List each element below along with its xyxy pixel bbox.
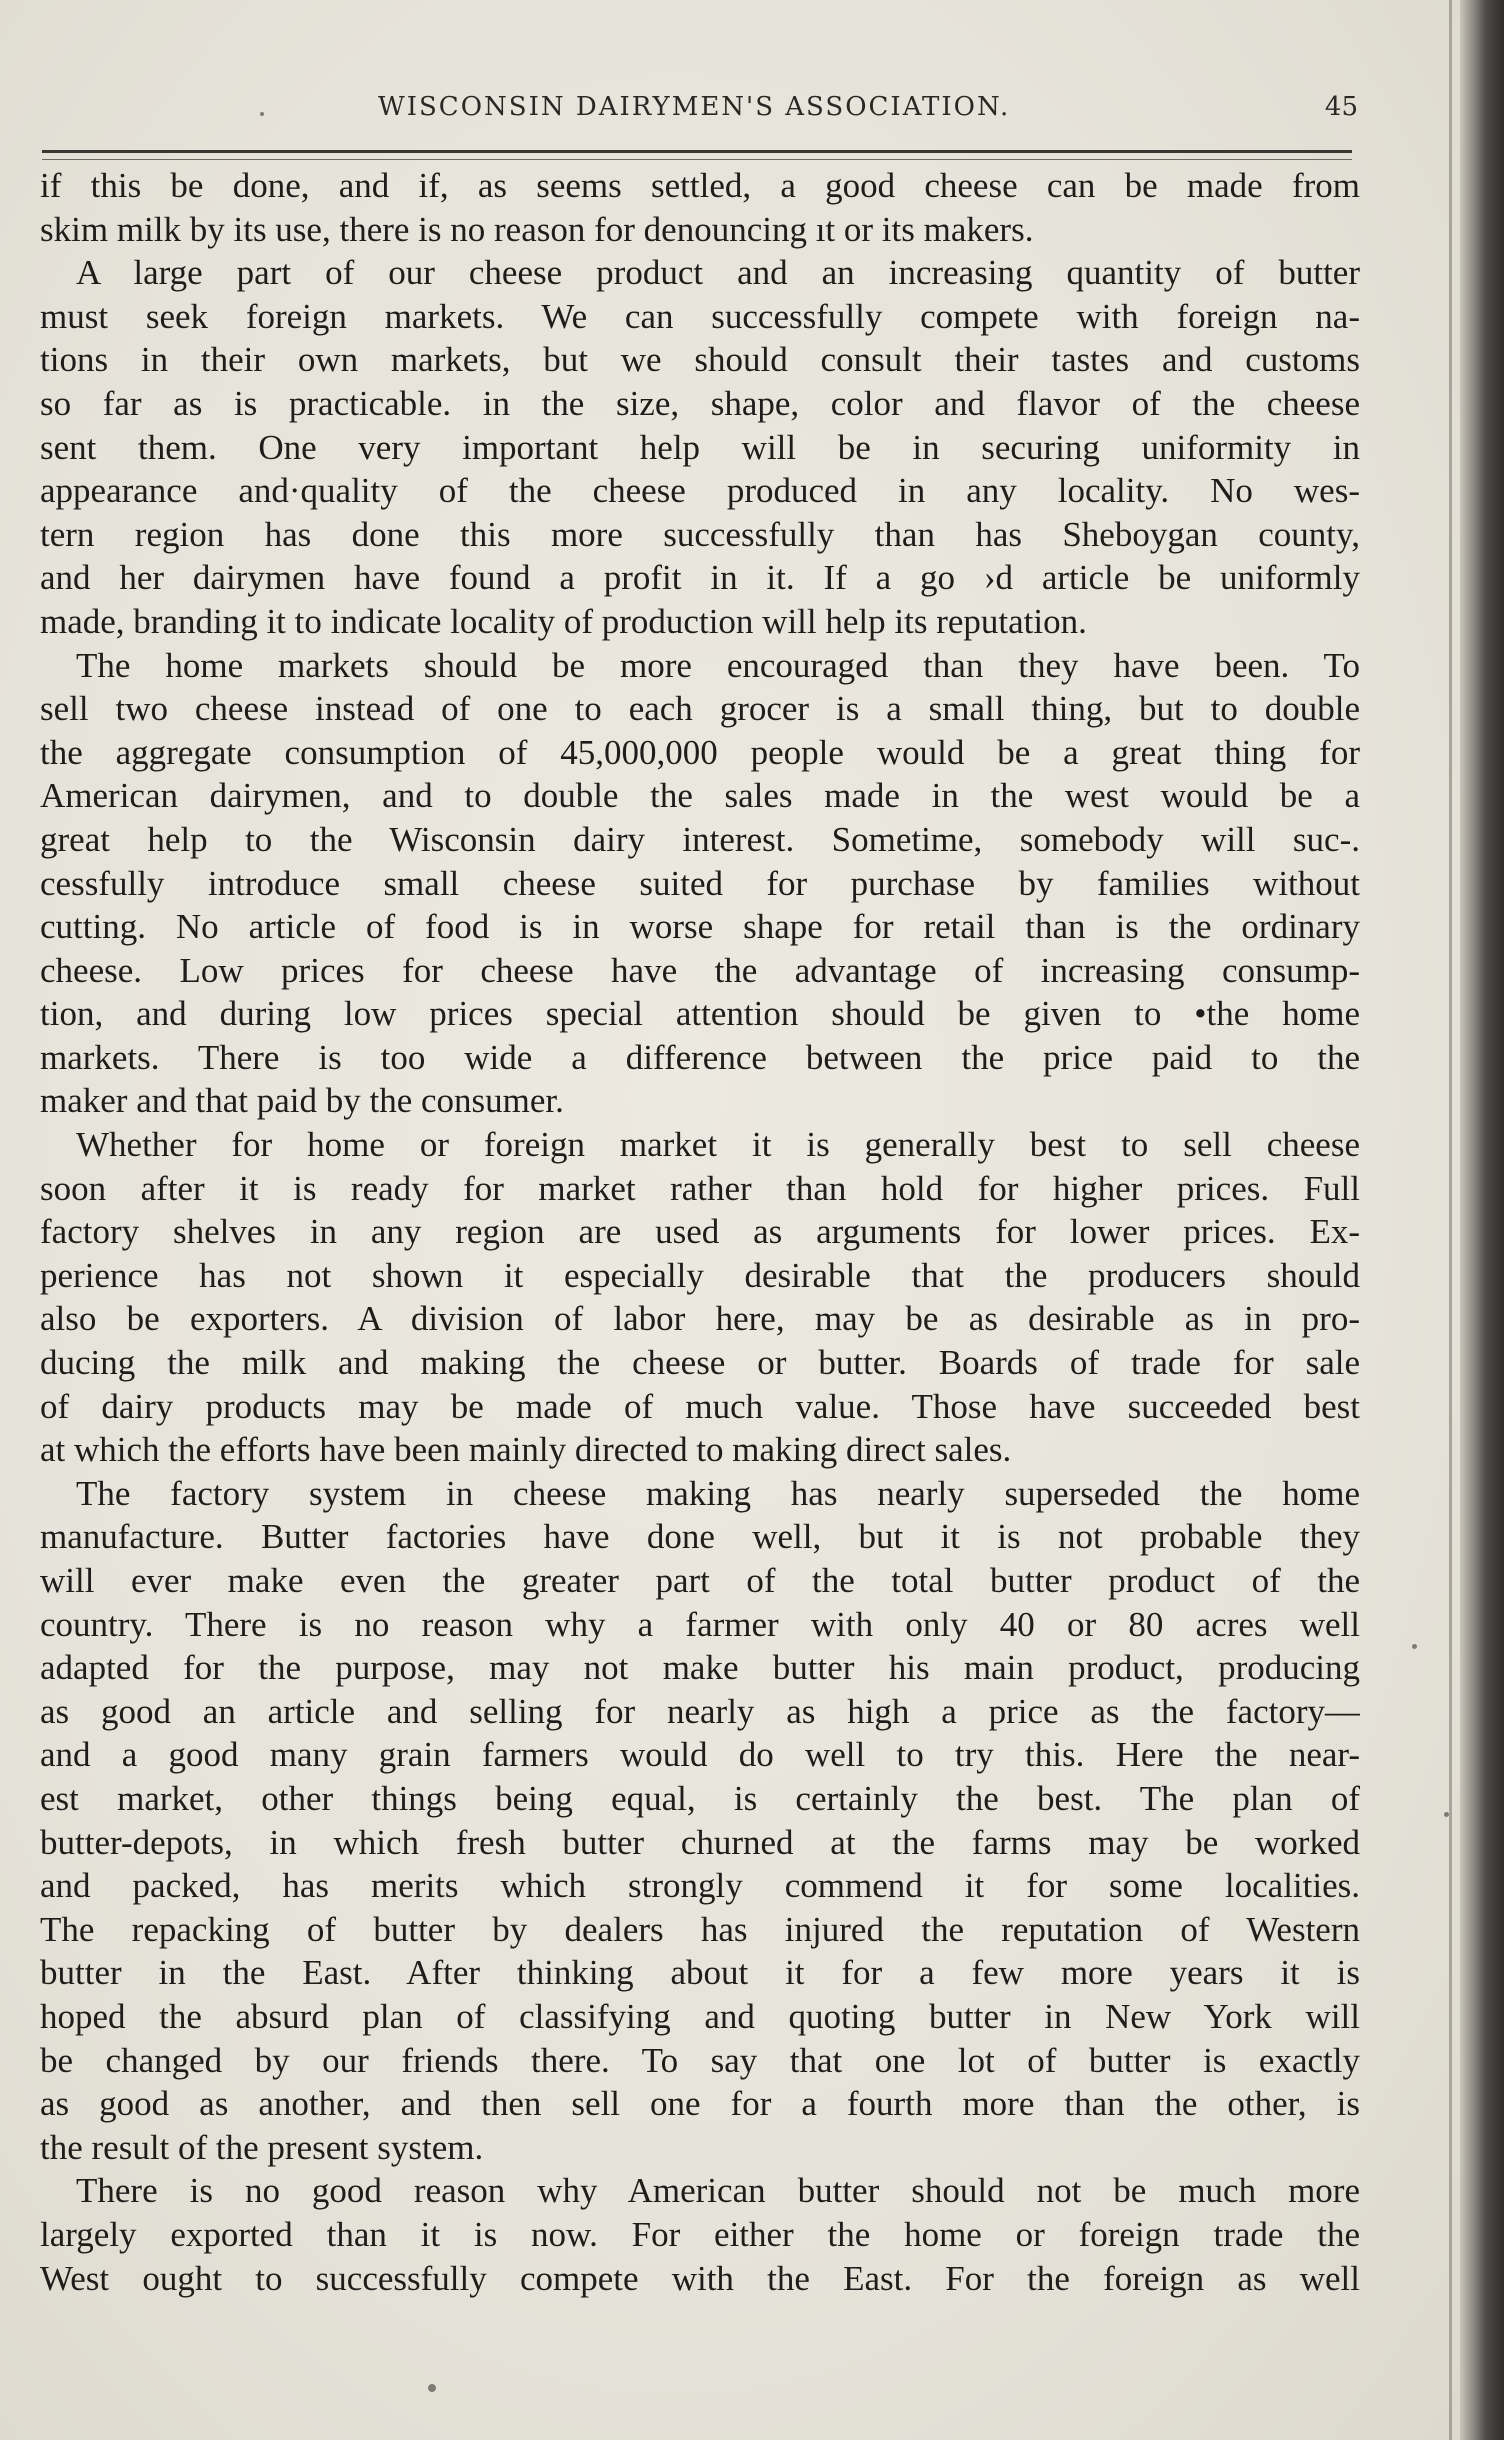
text-line: and packed, has merits which strongly commend it for some localities. <box>40 1866 1360 1906</box>
text-line: of dairy products may be made of much value. Those have succeeded best <box>40 1386 1360 1426</box>
text-line: Whether for home or foreign market it is generally best to sell cheese <box>76 1125 1360 1165</box>
text-line: and her dairymen have found a profit in it. If a go ›d article be uniformly <box>40 558 1360 598</box>
text-line: skim milk by its use, there is no reason for denouncing ıt or its makers. <box>40 209 1034 249</box>
text-line: manufacture. Butter factories have done well, but it is not probable they <box>40 1517 1360 1557</box>
text-line: adapted for the purpose, may not make butter his main product, producing <box>40 1648 1360 1688</box>
text-line: West ought to successfully compete with the East. For the foreign as well <box>40 2258 1360 2298</box>
text-line: perience has not shown it especially desirable that the producers should <box>40 1255 1360 1295</box>
text-line: hoped the absurd plan of classifying and quoting butter in New York will <box>40 1996 1360 2036</box>
speck <box>428 2384 436 2392</box>
text-line: The home markets should be more encouraged than they have been. To <box>76 645 1360 685</box>
text-line: The factory system in cheese making has nearly superseded the home <box>76 1473 1360 1513</box>
text-line: factory shelves in any region are used as arguments for lower prices. Ex- <box>40 1212 1360 1252</box>
text-line: cutting. No article of food is in worse shape for retail than is the ordinary <box>40 907 1360 947</box>
binding-edge <box>1460 0 1504 2440</box>
text-line: ducing the milk and making the cheese or butter. Boards of trade for sale <box>40 1343 1360 1383</box>
text-line: The repacking of butter by dealers has injured the reputation of Western <box>40 1909 1360 1949</box>
text-line: country. There is no reason why a farmer with only 40 or 80 acres well <box>40 1604 1360 1644</box>
speck <box>1444 1812 1449 1817</box>
text-line: made, branding it to indicate locality of production will help its reputation. <box>40 601 1087 641</box>
text-line: American dairymen, and to double the sales made in the west would be a <box>40 776 1360 816</box>
text-line: There is no good reason why American butter should not be much more <box>76 2171 1360 2211</box>
text-line: so far as is practicable. in the size, shape, color and flavor of the cheese <box>40 383 1360 423</box>
body-text <box>40 164 1360 2300</box>
text-line: must seek foreign markets. We can successfully compete with foreign na- <box>40 296 1360 336</box>
speck <box>260 112 264 116</box>
speck <box>1412 1644 1417 1649</box>
text-line: at which the efforts have been mainly directed to making direct sales. <box>40 1430 1012 1470</box>
text-line: sent them. One very important help will be in securing uniformity in <box>40 427 1360 467</box>
header-rule-thin <box>42 159 1352 160</box>
text-line: appearance and·quality of the cheese produced in any locality. No wes- <box>40 471 1360 511</box>
text-line: cessfully introduce small cheese suited for purchase by families without <box>40 863 1360 903</box>
text-line: A large part of our cheese product and an increasing quantity of butter <box>76 253 1360 293</box>
text-line: will ever make even the greater part of the total butter product of the <box>40 1561 1360 1600</box>
text-line: sell two cheese instead of one to each grocer is a small thing, but to double <box>40 689 1360 729</box>
text-line: cheese. Low prices for cheese have the advantage of increasing consump- <box>40 950 1360 990</box>
text-line: tern region has done this more successfully than has Sheboygan county, <box>40 514 1360 554</box>
text-line: if this be done, and if, as seems settled, a good cheese can be made from <box>40 166 1360 205</box>
text-line: and a good many grain farmers would do well to try this. Here the near- <box>40 1735 1360 1775</box>
running-head <box>38 92 1358 132</box>
text-line: great help to the Wisconsin dairy interest. Sometime, somebody will suc-. <box>40 819 1360 859</box>
text-line: as good an article and selling for nearly as high a price as the factory— <box>40 1691 1360 1731</box>
text-line: largely exported than it is now. For either the home or foreign trade the <box>40 2214 1360 2254</box>
text-line: est market, other things being equal, is certainly the best. The plan of <box>40 1778 1360 1818</box>
text-line: tion, and during low prices special attention should be given to •the home <box>40 994 1360 1034</box>
running-head-title: WISCONSIN DAIRYMEN'S ASSOCIATION. <box>378 92 1011 122</box>
text-line: markets. There is too wide a difference between the price paid to the <box>40 1037 1360 1077</box>
text-line: butter in the East. After thinking about it for a few more years it is <box>40 1953 1360 1993</box>
text-line: the result of the present system. <box>40 2127 484 2167</box>
text-line: as good as another, and then sell one for a fourth more than the other, is <box>40 2084 1360 2124</box>
text-line: butter-depots, in which fresh butter churned at the farms may be worked <box>40 1822 1360 1862</box>
page-number: 45 <box>1324 92 1358 122</box>
text-line: soon after it is ready for market rather than hold for higher prices. Full <box>40 1168 1360 1208</box>
text-line: maker and that paid by the consumer. <box>40 1081 564 1121</box>
binding-line <box>1449 0 1452 2440</box>
text-line: be changed by our friends there. To say that one lot of butter is exactly <box>40 2040 1360 2080</box>
header-rule <box>42 150 1352 153</box>
text-line: also be exporters. A division of labor here, may be as desirable as in pro- <box>40 1299 1360 1339</box>
text-line: the aggregate consumption of 45,000,000 people would be a great thing for <box>40 732 1360 772</box>
text-line: tions in their own markets, but we should consult their tastes and customs <box>40 340 1360 380</box>
